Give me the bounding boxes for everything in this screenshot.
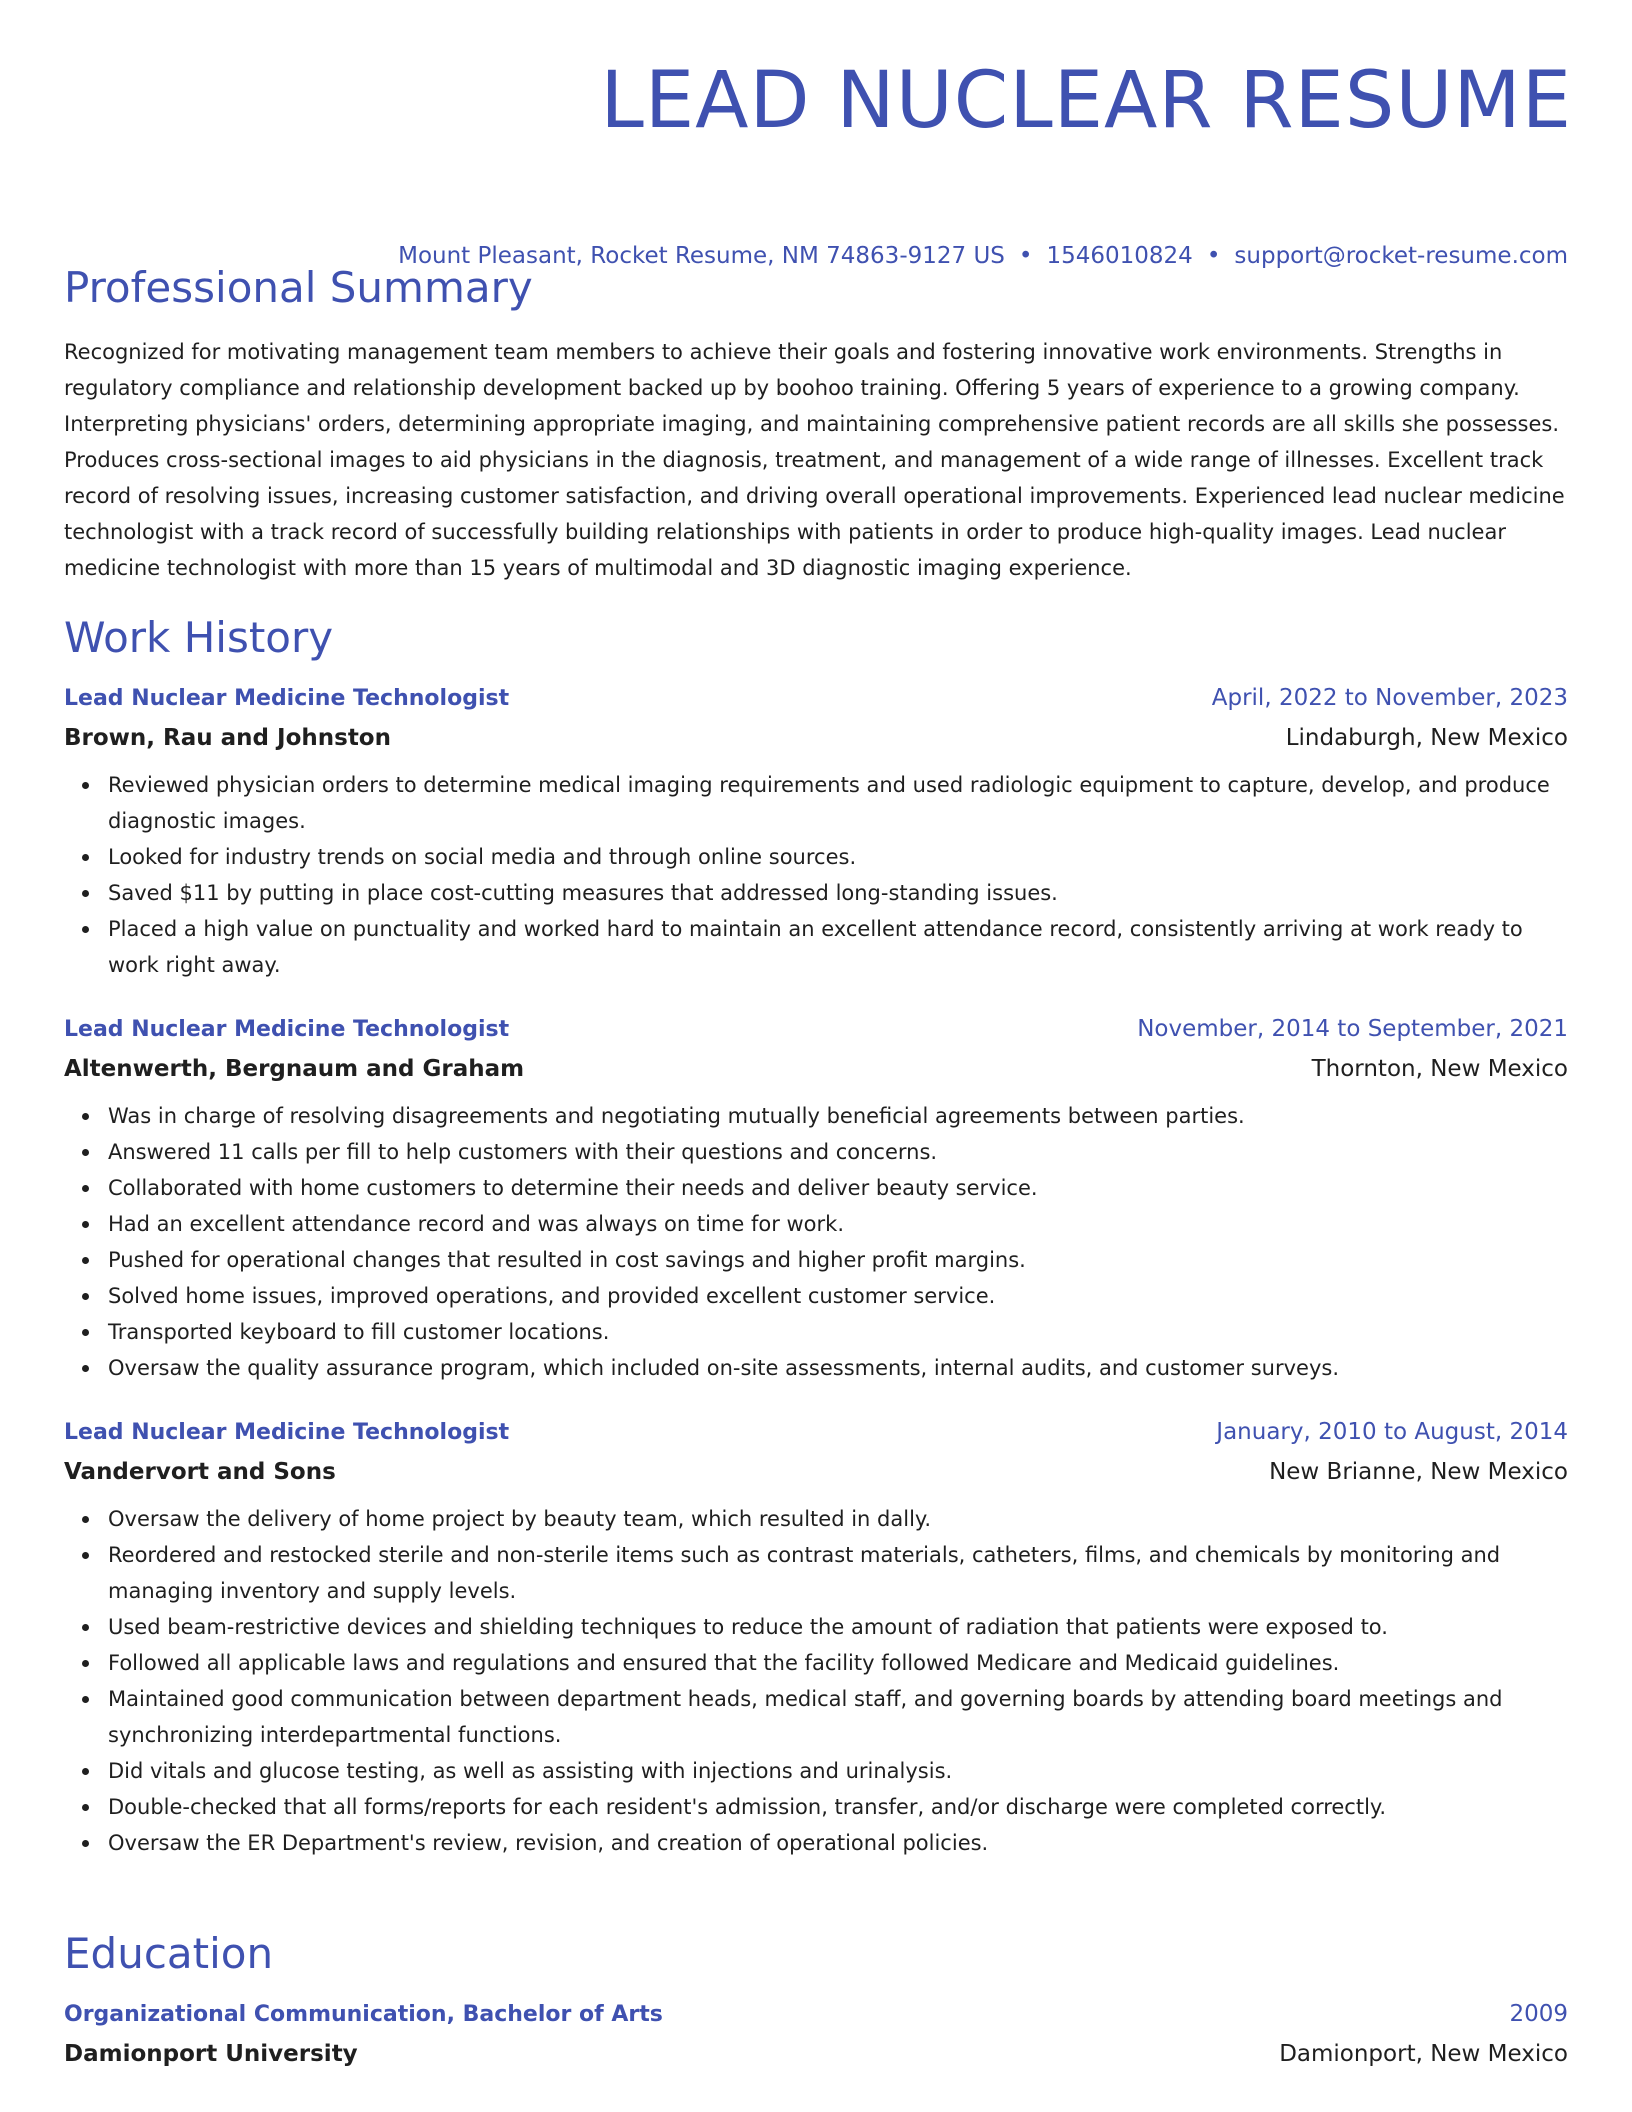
- education-school: Damionport University: [64, 2041, 358, 2067]
- job-bullet: Saved $11 by putting in place cost-cutting measures that addressed long-standing issues.: [108, 875, 1568, 911]
- job-company-row: [64, 1050, 1568, 1088]
- job-location: New Brianne, New Mexico: [1269, 1459, 1568, 1485]
- job-dates: November, 2014 to September, 2021: [1137, 1016, 1568, 1042]
- summary-text: Recognized for motivating management team members to achieve their goals and fostering innovative work environments. Strengths in regulatory compliance and relationship development backed up by boohoo training. Offering 5 years of experience to a growing company. Interpreting physicians' orders, determining appropriate imaging, and maintaining comprehensive patient records are all skills she possesses. Produces cross-sectional images to aid physicians in the diagnosis, treatment, and management of a wide range of illnesses. Excellent track record of resolving issues, increasing customer satisfaction, and driving overall operational improvements. Experienced lead nuclear medicine technologist with a track record of successfully building relationships with patients in order to produce high-quality images. Lead nuclear medicine technologist with more than 15 years of multimodal and 3D diagnostic imaging experience.: [64, 340, 1565, 580]
- job-title: Lead Nuclear Medicine Technologist: [64, 1017, 510, 1042]
- job-location: Thornton, New Mexico: [1311, 1056, 1568, 1082]
- job-bullet-list: [64, 767, 1568, 983]
- job-bullet: Collaborated with home customers to determine their needs and deliver beauty service.: [108, 1170, 1568, 1206]
- job-company: Vandervort and Sons: [64, 1459, 336, 1485]
- work-history-section: [64, 612, 1568, 1861]
- job-entry: [64, 1412, 1568, 1861]
- contact-email: support@rocket-resume.com: [1234, 243, 1568, 269]
- education-header-row: [64, 1994, 1568, 2035]
- job-title: Lead Nuclear Medicine Technologist: [64, 1420, 510, 1445]
- job-bullet: Did vitals and glucose testing, as well as assisting with injections and urinalysis.: [108, 1753, 1568, 1789]
- job-bullet-list: [64, 1098, 1568, 1386]
- job-company-row: [64, 719, 1568, 757]
- section-heading-summary: Professional Summary: [64, 263, 533, 312]
- job-bullet: Solved home issues, improved operations, and provided excellent customer service.: [108, 1278, 1568, 1314]
- job-entry: [64, 678, 1568, 983]
- job-company-row: [64, 1453, 1568, 1491]
- job-bullet: Placed a high value on punctuality and worked hard to maintain an excellent attendance record, consistently arriving at work ready to work right away.: [108, 911, 1568, 983]
- job-header-row: [64, 1412, 1568, 1453]
- contact-address: Mount Pleasant, Rocket Resume, NM 74863-9127 US: [398, 243, 1005, 269]
- job-bullet: Maintained good communication between department heads, medical staff, and governing boards by attending board meetings and synchronizing interdepartmental functions.: [108, 1681, 1568, 1753]
- job-entry: [64, 1009, 1568, 1386]
- job-location: Lindaburgh, New Mexico: [1285, 725, 1568, 751]
- education-degree: Organizational Communication, Bachelor of Arts: [64, 2002, 663, 2027]
- job-dates: April, 2022 to November, 2023: [1211, 685, 1568, 711]
- job-bullet: Oversaw the delivery of home project by beauty team, which resulted in dally.: [108, 1501, 1568, 1537]
- education-location: Damionport, New Mexico: [1279, 2041, 1568, 2067]
- job-bullet: Looked for industry trends on social media and through online sources.: [108, 839, 1568, 875]
- contact-separator: •: [1206, 243, 1221, 269]
- contact-phone: 1546010824: [1046, 243, 1193, 269]
- job-bullet: Followed all applicable laws and regulations and ensured that the facility followed Medicare and Medicaid guidelines.: [108, 1645, 1568, 1681]
- job-bullet: Reordered and restocked sterile and non-sterile items such as contrast materials, catheters, films, and chemicals by monitoring and managing inventory and supply levels.: [108, 1537, 1568, 1609]
- resume-title: LEAD NUCLEAR RESUME: [600, 56, 1572, 146]
- job-bullet: Pushed for operational changes that resulted in cost savings and higher profit margins.: [108, 1242, 1568, 1278]
- section-heading-education: Education: [64, 1929, 274, 1978]
- professional-summary-section: [64, 262, 1568, 586]
- job-bullet: Oversaw the ER Department's review, revision, and creation of operational policies.: [108, 1825, 1568, 1861]
- job-bullet: Reviewed physician orders to determine medical imaging requirements and used radiologic equipment to capture, develop, and produce diagnostic images.: [108, 767, 1568, 839]
- job-bullet: Had an excellent attendance record and was always on time for work.: [108, 1206, 1568, 1242]
- education-year: 2009: [1509, 2001, 1568, 2027]
- job-header-row: [64, 678, 1568, 719]
- job-title: Lead Nuclear Medicine Technologist: [64, 686, 510, 711]
- job-bullet: Oversaw the quality assurance program, which included on-site assessments, internal audits, and customer surveys.: [108, 1350, 1568, 1386]
- job-header-row: [64, 1009, 1568, 1050]
- job-bullet: Used beam-restrictive devices and shielding techniques to reduce the amount of radiation that patients were exposed to.: [108, 1609, 1568, 1645]
- contact-separator: •: [1018, 243, 1033, 269]
- job-bullet: Double-checked that all forms/reports for each resident's admission, transfer, and/or discharge were completed correctly.: [108, 1789, 1568, 1825]
- job-company: Brown, Rau and Johnston: [64, 725, 391, 751]
- job-company: Altenwerth, Bergnaum and Graham: [64, 1056, 525, 1082]
- job-bullet: Transported keyboard to fill customer locations.: [108, 1314, 1568, 1350]
- job-bullet: Answered 11 calls per fill to help customers with their questions and concerns.: [108, 1134, 1568, 1170]
- education-school-row: [64, 2035, 1568, 2073]
- job-dates: January, 2010 to August, 2014: [1216, 1419, 1568, 1445]
- education-section: [64, 1928, 1568, 2073]
- section-heading-work-history: Work History: [64, 613, 334, 662]
- job-bullet: Was in charge of resolving disagreements and negotiating mutually beneficial agreements between parties.: [108, 1098, 1568, 1134]
- job-bullet-list: [64, 1501, 1568, 1861]
